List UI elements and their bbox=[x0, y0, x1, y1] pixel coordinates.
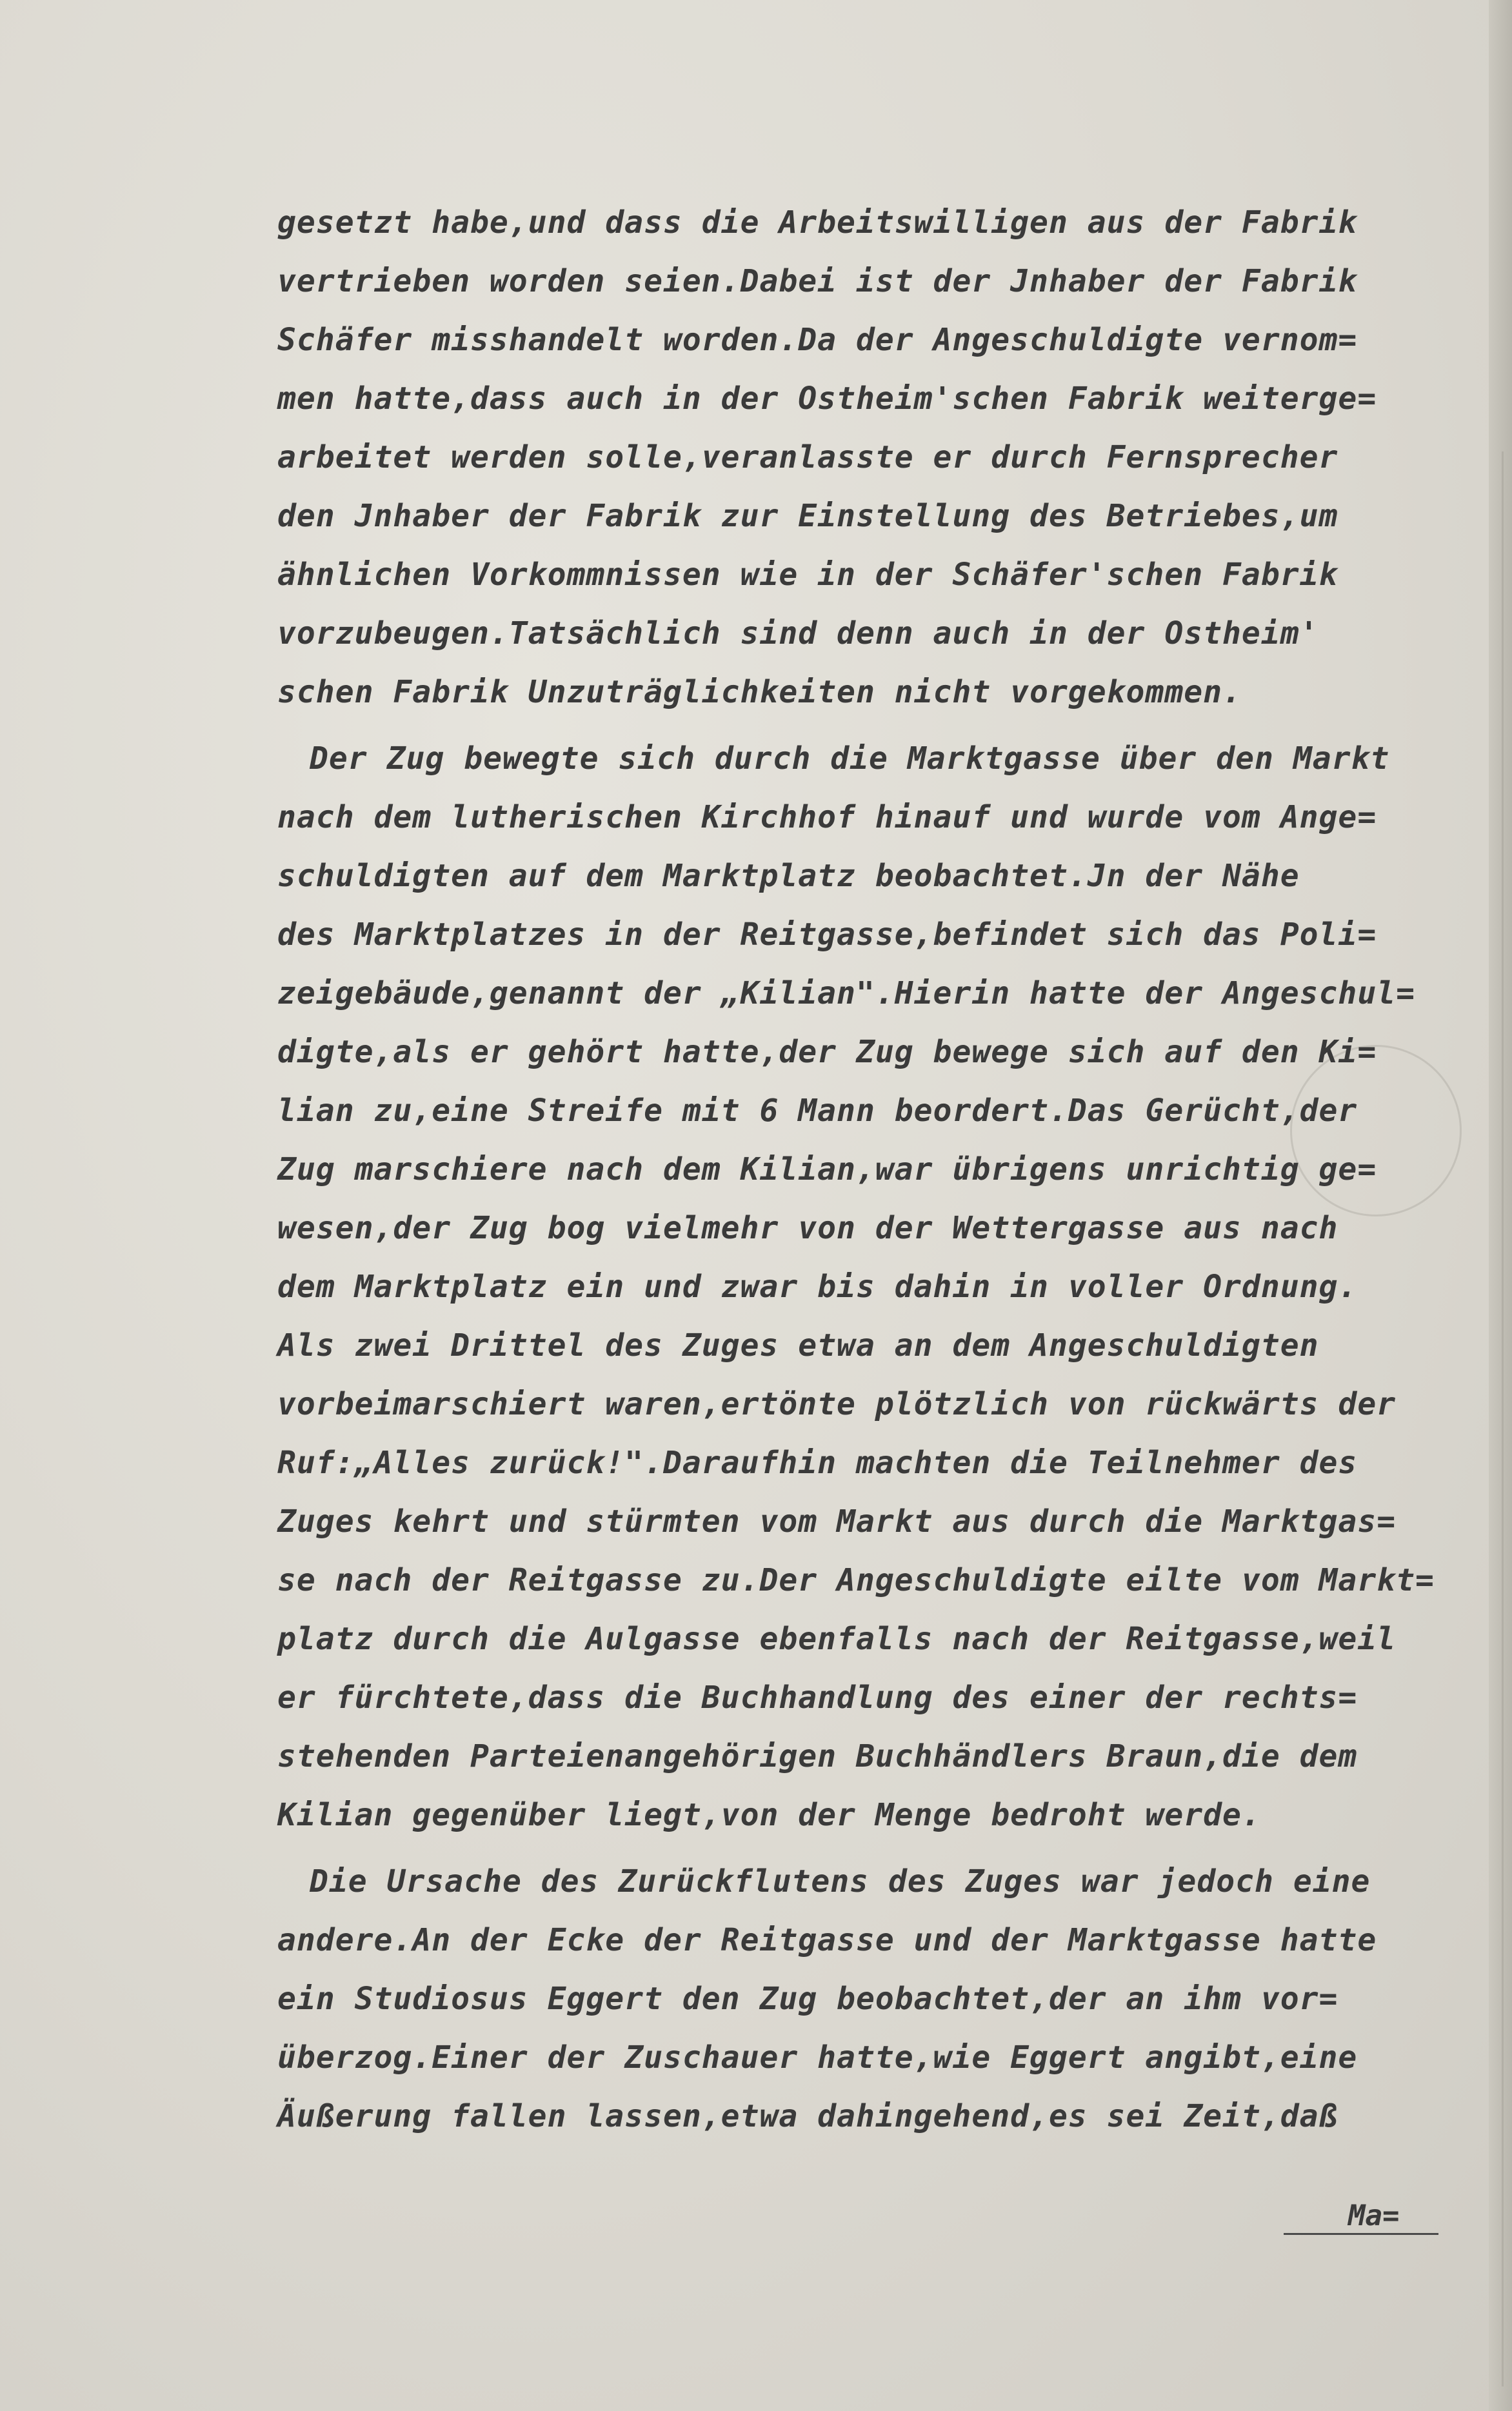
text-line: andere.An der Ecke der Reitgasse und der Marktgasse hatte bbox=[277, 1922, 1377, 1958]
text-line: se nach der Reitgasse zu.Der Angeschuldigte eilte vom Markt= bbox=[277, 1562, 1435, 1598]
text-line: den Jnhaber der Fabrik zur Einstellung des Betriebes,um bbox=[277, 498, 1338, 534]
text-line: zeigebäude,genannt der „Kilian".Hierin hatte der Angeschul= bbox=[277, 975, 1416, 1011]
page-fold-line bbox=[1502, 451, 1504, 2386]
text-line: nach dem lutherischen Kirchhof hinauf und wurde vom Ange= bbox=[277, 799, 1377, 835]
text-line: stehenden Parteienangehörigen Buchhändlers Braun,die dem bbox=[277, 1738, 1358, 1774]
text-line: er fürchtete,dass die Buchhandlung des einer der rechts= bbox=[277, 1680, 1358, 1716]
text-line: Zug marschiere nach dem Kilian,war übrigens unrichtig ge= bbox=[277, 1151, 1377, 1187]
text-line: dem Marktplatz ein und zwar bis dahin in voller Ordnung. bbox=[277, 1269, 1358, 1305]
text-line: Der Zug bewegte sich durch die Marktgasse über den Markt bbox=[310, 740, 1390, 777]
typewritten-body bbox=[277, 193, 1490, 2146]
text-line: ein Studiosus Eggert den Zug beobachtet,der an ihm vor= bbox=[277, 1981, 1338, 2017]
text-line: Schäfer misshandelt worden.Da der Angeschuldigte vernom= bbox=[277, 322, 1358, 358]
text-line: Die Ursache des Zurückflutens des Zuges war jedoch eine bbox=[310, 1863, 1371, 1900]
text-line: vorzubeugen.Tatsächlich sind denn auch in der Ostheim' bbox=[277, 615, 1319, 651]
text-line: Kilian gegenüber liegt,von der Menge bedroht werde. bbox=[277, 1797, 1261, 1833]
text-line: men hatte,dass auch in der Ostheim'schen Fabrik weiterge= bbox=[277, 381, 1377, 417]
text-line: vertrieben worden seien.Dabei ist der Jnhaber der Fabrik bbox=[277, 263, 1358, 299]
text-line: Ruf:„Alles zurück!".Daraufhin machten die Teilnehmer des bbox=[277, 1445, 1358, 1481]
page-right-edge bbox=[1489, 0, 1512, 2411]
bleed-through-text bbox=[123, 174, 252, 755]
text-line: schuldigten auf dem Marktplatz beobachtet.Jn der Nähe bbox=[277, 858, 1300, 894]
text-line: digte,als er gehört hatte,der Zug bewege sich auf den Ki= bbox=[277, 1034, 1377, 1070]
catchword-rule bbox=[1284, 2233, 1438, 2235]
text-line: platz durch die Aulgasse ebenfalls nach der Reitgasse,weil bbox=[277, 1621, 1397, 1657]
text-line: ähnlichen Vorkommnissen wie in der Schäfer'schen Fabrik bbox=[277, 557, 1338, 593]
text-line: überzog.Einer der Zuschauer hatte,wie Eggert angibt,eine bbox=[277, 2039, 1358, 2076]
text-line: gesetzt habe,und dass die Arbeitswilligen aus der Fabrik bbox=[277, 204, 1358, 241]
text-line: arbeitet werden solle,veranlasste er durch Fernsprecher bbox=[277, 439, 1338, 475]
text-line: lian zu,eine Streife mit 6 Mann beordert.Das Gerücht,der bbox=[277, 1093, 1358, 1129]
text-line: des Marktplatzes in der Reitgasse,befindet sich das Poli= bbox=[277, 917, 1377, 953]
text-line: Äußerung fallen lassen,etwa dahingehend,es sei Zeit,daß bbox=[277, 2098, 1338, 2134]
text-line: Zuges kehrt und stürmten vom Markt aus durch die Marktgas= bbox=[277, 1503, 1397, 1540]
text-line: schen Fabrik Unzuträglichkeiten nicht vorgekommen. bbox=[277, 674, 1242, 710]
text-line: Als zwei Drittel des Zuges etwa an dem Angeschuldigten bbox=[277, 1327, 1319, 1364]
catchword: Ma= bbox=[1348, 2199, 1400, 2232]
text-line: vorbeimarschiert waren,ertönte plötzlich von rückwärts der bbox=[277, 1386, 1397, 1422]
text-line: wesen,der Zug bog vielmehr von der Wettergasse aus nach bbox=[277, 1210, 1338, 1246]
